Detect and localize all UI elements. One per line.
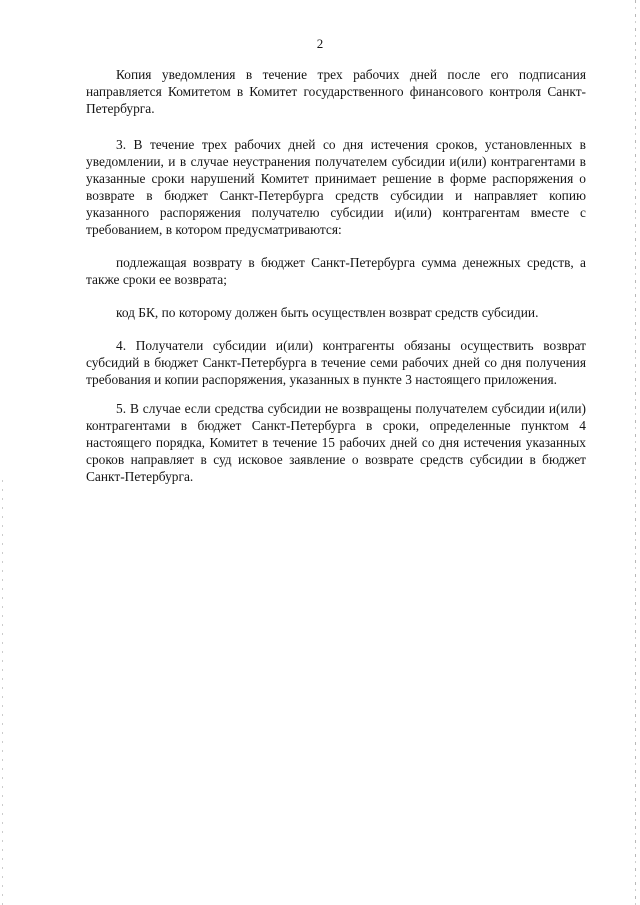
document-body <box>86 66 586 485</box>
scan-edge-artifact <box>635 0 636 905</box>
paragraph-item-3: 3. В течение трех рабочих дней со дня истечения сроков, установленных в уведомлении, и в случае неустранения получателем субсидии и(или) контрагентами в указанные сроки нарушений Комитет принимает решение в форме распоряжения о возврате в бюджет Санкт-Петербурга средств субсидии и направляет копию указанного распоряжения получателю субсидии и(или) контрагентам вместе с требованием, в котором предусматриваются: <box>86 137 586 237</box>
paragraph-budget-code: код БК, по которому должен быть осуществлен возврат средств субсидии. <box>116 305 539 320</box>
page-number: 2 <box>316 36 324 51</box>
paragraph-item-5: 5. В случае если средства субсидии не возвращены получателем субсидии и(или) контрагентами в бюджет Санкт-Петербурга в сроки, определенные пунктом 4 настоящего порядка, Комитет в течение 15 рабочих дней со дня истечения указанных сроков направляет в суд исковое заявление о возврате средств субсидии в бюджет Санкт-Петербурга. <box>86 401 586 484</box>
scan-edge-artifact-left <box>2 480 3 905</box>
paragraph-refund-amount: подлежащая возврату в бюджет Санкт-Петербурга сумма денежных средств, а также сроки ее возврата; <box>86 255 586 287</box>
paragraph-copy-notice: Копия уведомления в течение трех рабочих дней после его подписания направляется Комитетом в Комитет государственного финансового контроля Санкт-Петербурга. <box>86 67 586 116</box>
paragraph-item-4: 4. Получатели субсидии и(или) контрагенты обязаны осуществить возврат субсидий в бюджет Санкт-Петербурга в течение семи рабочих дней со дня получения требования и копии распоряжения, указанных в пункте 3 настоящего приложения. <box>86 338 586 387</box>
